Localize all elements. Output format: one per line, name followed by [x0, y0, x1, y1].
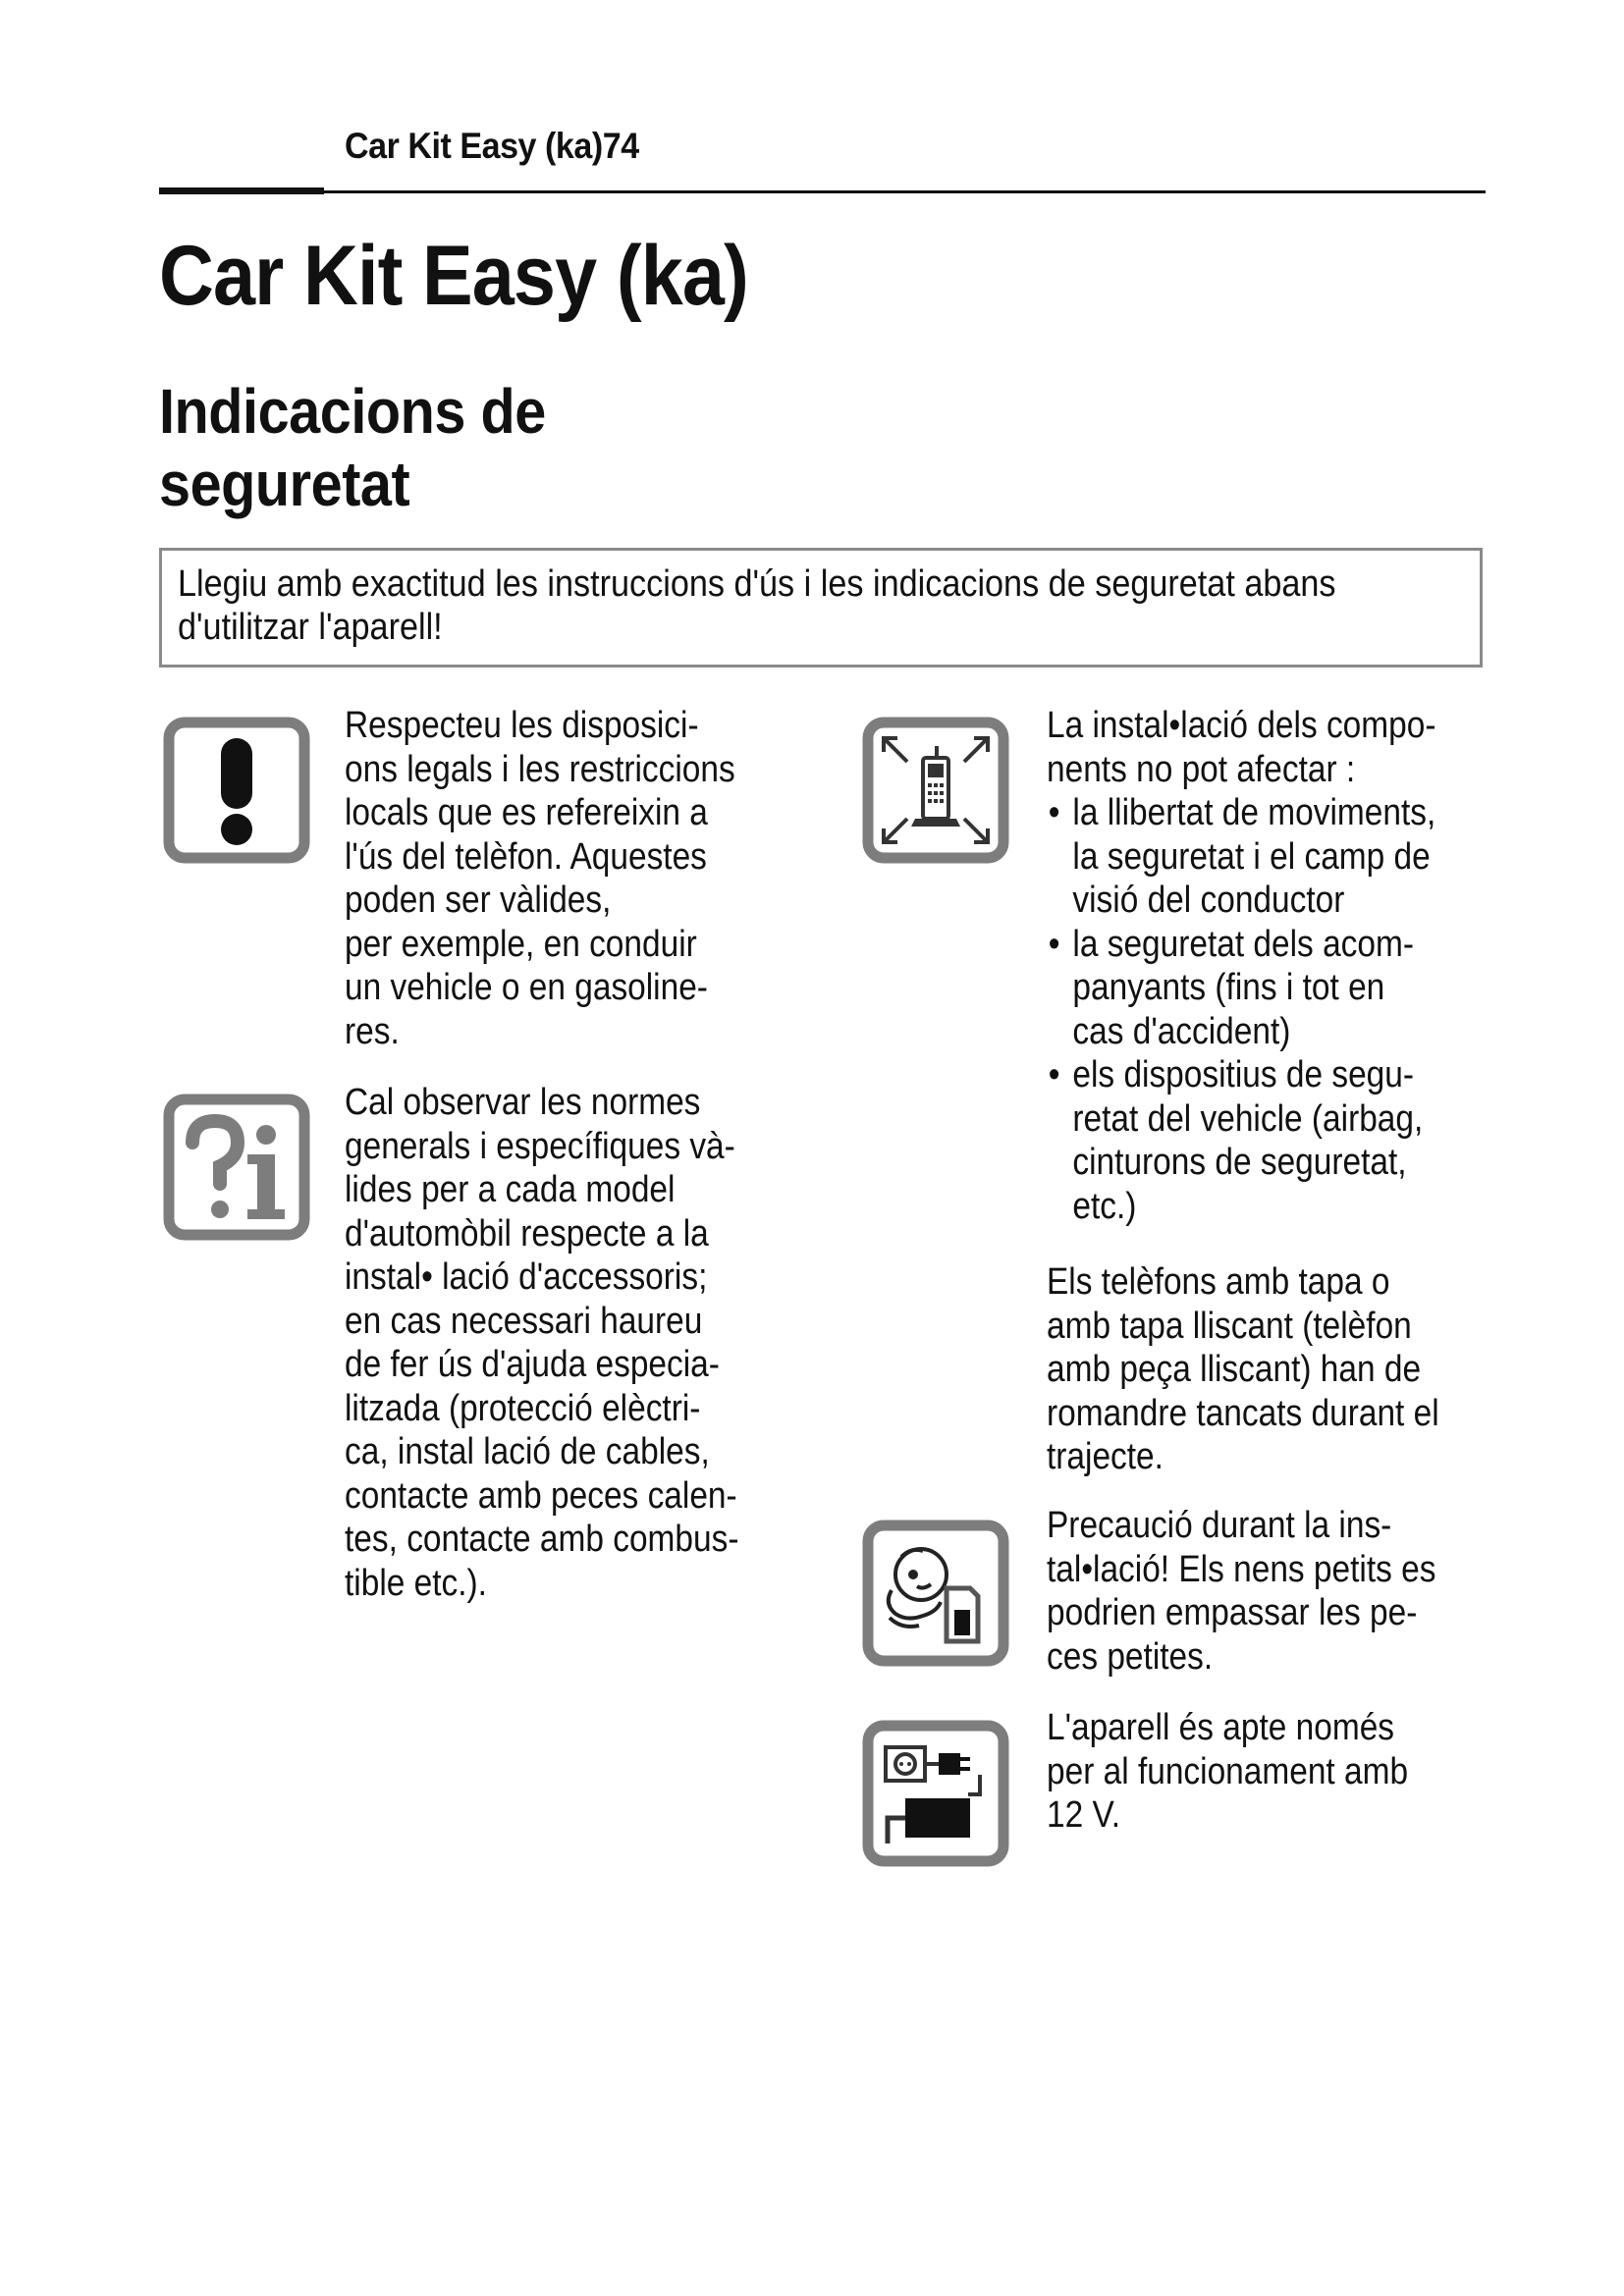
exclamation-icon — [163, 717, 310, 864]
list-item — [1047, 923, 1453, 1054]
power-supply-icon — [862, 1720, 1009, 1867]
list-item — [1047, 1053, 1453, 1228]
bullet-text: els dispositius de segu- retat del vehicle (airbag, cinturons de seguretat, etc.) — [1072, 1054, 1424, 1227]
safety-notice-box — [159, 548, 1483, 667]
bullet-marker: • — [1048, 1054, 1060, 1095]
safety-notice-text: Llegiu amb exactitud les instruccions d'ús i les indicacions de seguretat abans d'utilitzar l'aparell! — [178, 563, 1336, 648]
installation-bullet-list — [1047, 791, 1453, 1228]
section-title: Indicacions de seguretat — [159, 376, 546, 519]
flip-phone-text: Els telèfons amb tapa o amb tapa lliscant (telèfon amb peça lliscant) han de romandre tancats durant el trajecte. — [1047, 1261, 1439, 1477]
running-header: Car Kit Easy (ka)74 — [345, 126, 639, 166]
child-small-parts-icon — [862, 1520, 1009, 1667]
child-warning-text: Precaució durant la ins- tal•lació! Els nens petits es podrien empassar les pe- ces petites. — [1047, 1505, 1436, 1678]
page-title: Car Kit Easy (ka) — [159, 229, 748, 323]
power-info-text: L'aparell és apte només per al funcionament amb 12 V. — [1047, 1707, 1409, 1836]
info-question-icon — [163, 1094, 310, 1241]
installation-intro-text: La instal•lació dels compo- nents no pot afectar : — [1047, 705, 1436, 790]
bullet-marker: • — [1048, 792, 1060, 833]
installation-norms-text: Cal observar les normes generals i específiques và- lides per a cada model d'automòbil respecte a la instal• lació d'accessoris; en cas necessari haureu de fer ús d'ajuda especia- litzada (protecció elèctri- ca, instal lació de cables, contacte amb peces calen- tes, contacte amb combus- tible etc.). — [345, 1082, 739, 1604]
legal-restrictions-text: Respecteu les disposici- ons legals i les restriccions locals que es refereixin a l'ús del telèfon. Aquestes poden ser vàlides, per exemple, en conduir un vehicle o en gasoline- res. — [345, 705, 735, 1052]
phone-installation-icon — [862, 717, 1009, 864]
header-rule-accent — [159, 187, 324, 194]
bullet-text: la seguretat dels acom- panyants (fins i tot en cas d'accident) — [1072, 923, 1414, 1052]
list-item — [1047, 791, 1453, 923]
header-rule — [324, 190, 1486, 193]
bullet-text: la llibertat de moviments, la seguretat i el camp de visió del conductor — [1072, 792, 1436, 921]
bullet-marker: • — [1048, 923, 1060, 965]
